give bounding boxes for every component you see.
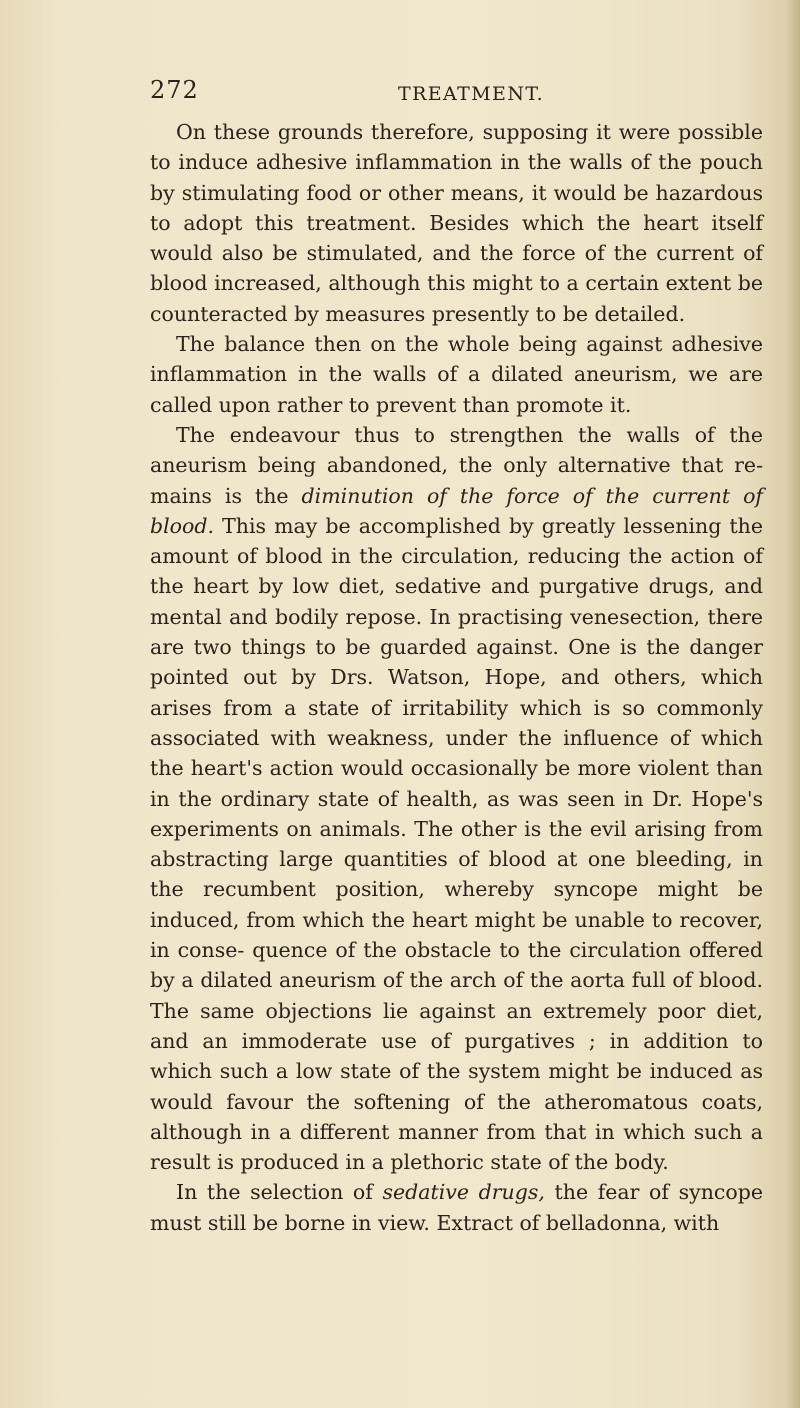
paragraph-3-italic: diminution of the force of the current of blood.: [150, 483, 763, 538]
paragraph-4-text-after: the fear of syncope must still be borne in view. Extract of belladonna, with: [150, 1180, 763, 1235]
paragraph-2: [150, 329, 763, 420]
page-edge-shadow: [786, 0, 800, 1408]
body-text: [150, 117, 763, 1238]
paragraph-3: [150, 420, 763, 1177]
paragraph-1: [150, 117, 763, 329]
running-head: TREATMENT.: [398, 83, 545, 105]
page-number: 272: [150, 76, 199, 104]
paragraph-3-text-before: The endeavour thus to strengthen the walls of the aneurism being abandoned, the only alternative that re- mains is the: [150, 422, 763, 508]
page-header: [150, 76, 750, 110]
paragraph-2-text: The balance then on the whole being against adhesive inflammation in the walls of a dilated aneurism, we are called upon rather to prevent than promote it.: [150, 332, 763, 417]
paragraph-1-text: On these grounds therefore, supposing it were possible to induce adhesive inflammation in the walls of the pouch by stimulating food or other means, it would be hazardous to adopt this treatment. Besides which the heart itself would also be stimulated, and the force of the current of blood increased, although this might to a certain extent be counteracted by measures presently to be detailed.: [150, 120, 763, 326]
paragraph-3-text-after: This may be accomplished by greatly lessening the amount of blood in the circulation, reducing the action of the heart by low diet, sedative and purgative drugs, and mental and bodily repose. In practising venesection, there are two things to be guarded against. One is the danger pointed out by Drs. Watson, Hope, and others, which arises from a state of irritability which is so commonly associated with weakness, under the influence of which the heart's action would occasionally be more violent than in the ordinary state of health, as was seen in Dr. Hope's experiments on animals. The other is the evil arising from abstracting large quantities of blood at one bleeding, in the recumbent position, whereby syncope might be induced, from which the heart might be unable to recover, in conse- quence of the obstacle to the circulation offered by a dilated aneurism of the arch of the aorta full of blood. The same objections lie against an extremely poor diet, and an immoderate use of purgatives ; in addition to which such a low state of the system might be induced as would favour the softening of the atheromatous coats, although in a different manner from that in which such a result is produced in a plethoric state of the body.: [150, 513, 763, 1175]
paragraph-4-italic: sedative drugs,: [382, 1180, 545, 1205]
paragraph-4-text-before: In the selection of: [176, 1180, 383, 1205]
paragraph-4: [150, 1177, 763, 1238]
